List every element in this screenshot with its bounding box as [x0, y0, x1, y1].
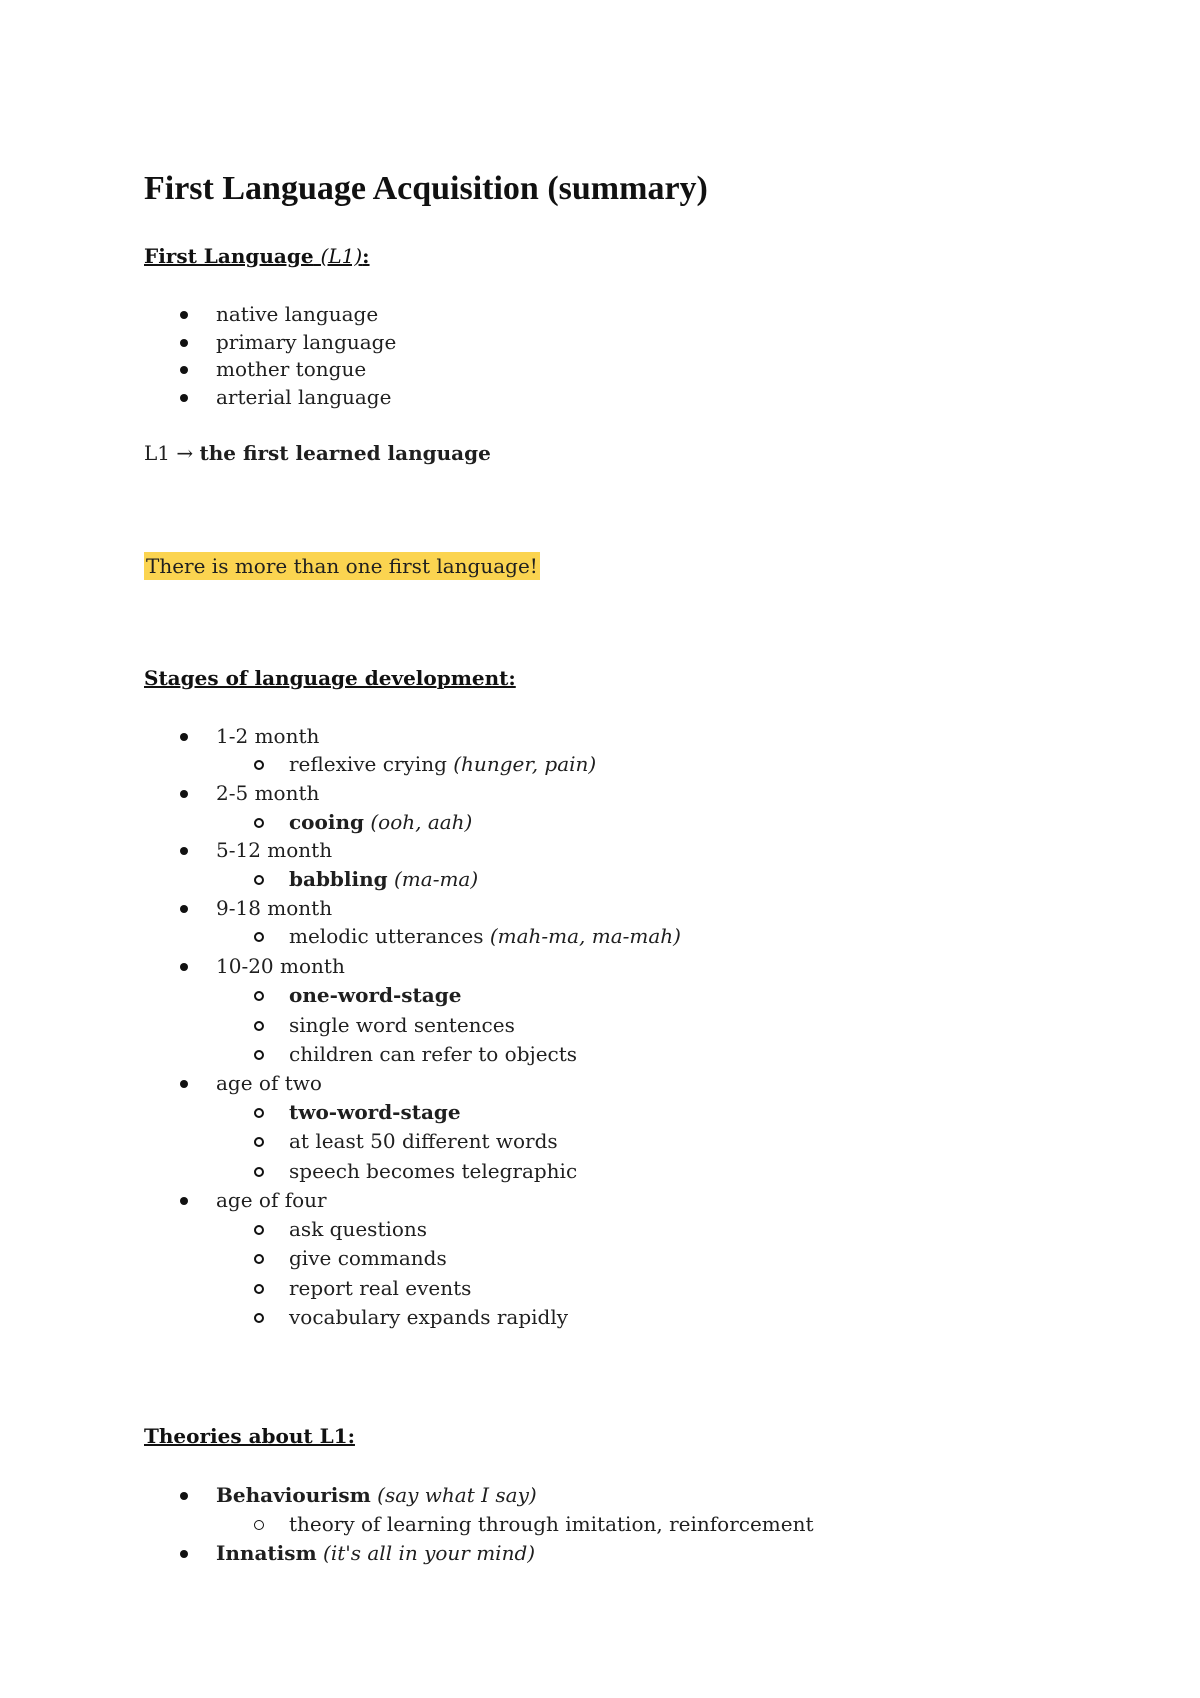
stage-subitem	[289, 1305, 568, 1329]
subitem-example: (ma-ma)	[394, 867, 479, 891]
subitem-term: babbling	[289, 867, 388, 891]
stage-label: 2-5 month	[216, 781, 320, 805]
sub-bullet-icon	[254, 1050, 264, 1060]
list-item	[216, 385, 391, 409]
theory-motto: (say what I say)	[377, 1483, 537, 1507]
stage-subitem	[289, 1217, 427, 1241]
sub-bullet-icon	[254, 1520, 264, 1530]
subitem-term: cooing	[289, 810, 364, 834]
list-item-text: arterial language	[216, 385, 392, 409]
subitem-term: two-word-stage	[289, 1100, 461, 1124]
subitem-example: (hunger, pain)	[453, 752, 597, 776]
bullet-icon	[180, 790, 188, 798]
stage-item	[216, 838, 332, 862]
sub-bullet-icon	[254, 1137, 264, 1147]
subitem-text: melodic utterances	[289, 924, 484, 948]
sub-bullet-icon	[254, 1021, 264, 1031]
sub-bullet-icon	[254, 1313, 264, 1323]
stage-subitem	[289, 1159, 577, 1183]
stage-item	[216, 1071, 322, 1095]
sub-bullet-icon	[254, 875, 264, 885]
sub-bullet-icon	[254, 932, 264, 942]
stages-heading: Stages of language development:	[144, 666, 516, 690]
l1-heading-colon: :	[362, 244, 370, 268]
stage-subitem	[289, 1276, 471, 1300]
l1-definition-prefix: L1 →	[144, 441, 194, 465]
subitem-example: (mah-ma, ma-mah)	[489, 924, 681, 948]
stage-subitem	[289, 983, 461, 1007]
highlight-note	[144, 554, 540, 578]
stage-item	[216, 781, 319, 805]
bullet-icon	[180, 1080, 188, 1088]
stage-item	[216, 896, 332, 920]
subitem-text: speech becomes telegraphic	[289, 1159, 578, 1183]
bullet-icon	[180, 366, 188, 374]
list-item-text: mother tongue	[216, 357, 367, 381]
subitem-text: reflexive crying	[289, 752, 447, 776]
subitem-text: give commands	[289, 1246, 447, 1270]
stage-label: 10-20 month	[216, 954, 345, 978]
sub-bullet-icon	[254, 991, 264, 1001]
list-item-text: native language	[216, 302, 379, 326]
stage-item	[216, 954, 345, 978]
bullet-icon	[180, 733, 188, 741]
theory-name: Innatism	[216, 1541, 317, 1565]
stage-label: 1-2 month	[216, 724, 320, 748]
bullet-icon	[180, 1550, 188, 1558]
stage-subitem	[289, 924, 681, 948]
theory-name: Behaviourism	[216, 1483, 371, 1507]
list-item-text: primary language	[216, 330, 397, 354]
l1-definition-term: the first learned language	[199, 441, 491, 465]
stage-label: age of four	[216, 1188, 327, 1212]
stage-label: 5-12 month	[216, 838, 333, 862]
bullet-icon	[180, 339, 188, 347]
stage-label: 9-18 month	[216, 896, 333, 920]
bullet-icon	[180, 311, 188, 319]
list-item	[216, 302, 378, 326]
bullet-icon	[180, 1197, 188, 1205]
subitem-text: ask questions	[289, 1217, 428, 1241]
subitem-text: at least 50 different words	[289, 1129, 558, 1153]
sub-bullet-icon	[254, 1167, 264, 1177]
sub-bullet-icon	[254, 760, 264, 770]
l1-definition	[144, 441, 491, 465]
sub-bullet-icon	[254, 1284, 264, 1294]
sub-bullet-icon	[254, 1254, 264, 1264]
subitem-text: children can refer to objects	[289, 1042, 578, 1066]
stage-subitem	[289, 810, 472, 834]
l1-heading-main: First Language	[144, 244, 314, 268]
subitem-text: vocabulary expands rapidly	[289, 1305, 569, 1329]
bullet-icon	[180, 847, 188, 855]
sub-bullet-icon	[254, 1108, 264, 1118]
theory-item	[216, 1541, 535, 1565]
stage-item	[216, 1188, 327, 1212]
bullet-icon	[180, 394, 188, 402]
theory-subitem	[289, 1512, 814, 1536]
stage-subitem	[289, 1013, 515, 1037]
list-item	[216, 357, 366, 381]
subitem-term: one-word-stage	[289, 983, 462, 1007]
stage-subitem	[289, 867, 478, 891]
stage-subitem	[289, 752, 596, 776]
theory-item	[216, 1483, 537, 1507]
subitem-text: report real events	[289, 1276, 472, 1300]
bullet-icon	[180, 1492, 188, 1500]
l1-heading-abbrev: (L1)	[320, 244, 363, 268]
highlighted-text: There is more than one first language!	[146, 554, 538, 578]
theory-description: theory of learning through imitation, reinforcement	[289, 1512, 814, 1536]
bullet-icon	[180, 963, 188, 971]
theory-motto: (it's all in your mind)	[323, 1541, 536, 1565]
stage-subitem	[289, 1129, 558, 1153]
bullet-icon	[180, 905, 188, 913]
list-item	[216, 330, 396, 354]
stage-subitem	[289, 1042, 577, 1066]
stage-label: age of two	[216, 1071, 322, 1095]
stage-item	[216, 724, 319, 748]
stage-subitem	[289, 1246, 447, 1270]
document-title: First Language Acquisition (summary)	[144, 170, 708, 207]
sub-bullet-icon	[254, 1225, 264, 1235]
subitem-example: (ooh, aah)	[370, 810, 473, 834]
theories-heading: Theories about L1:	[144, 1424, 355, 1448]
sub-bullet-icon	[254, 818, 264, 828]
subitem-text: single word sentences	[289, 1013, 515, 1037]
stage-subitem	[289, 1100, 461, 1124]
l1-heading	[144, 244, 370, 268]
